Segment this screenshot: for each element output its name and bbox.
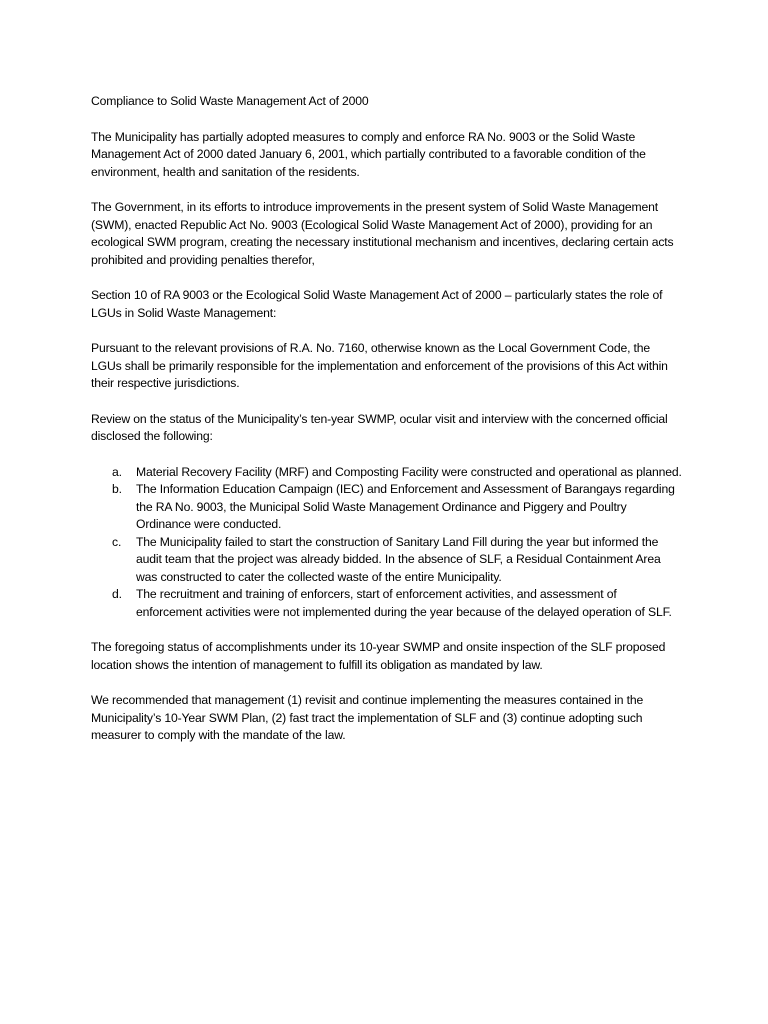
list-item xyxy=(112,464,683,482)
list-item xyxy=(112,481,683,534)
list-item xyxy=(112,586,683,621)
list-item-text: The Municipality failed to start the construction of Sanitary Land Fill during the year but informed the audit team that the project was already bidded. In the absence of SLF, a Residual Containment Area was constructed to cater the collected waste of the entire Municipality. xyxy=(136,534,661,584)
list-item-text: The recruitment and training of enforcers, start of enforcement activities, and assessment of enforcement activities were not implemented during the year because of the delayed operation of SLF. xyxy=(136,587,672,619)
document-title: Compliance to Solid Waste Management Act of 2000 xyxy=(91,94,369,108)
list-marker: c. xyxy=(112,534,122,549)
list-marker: a. xyxy=(112,464,122,479)
paragraph-section-10: Section 10 of RA 9003 or the Ecological Solid Waste Management Act of 2000 – particularly states the role of LGUs in Solid Waste Management: xyxy=(91,288,663,320)
list-item-text: The Information Education Campaign (IEC) and Enforcement and Assessment of Barangays regarding the RA No. 9003, the Municipal Solid Waste Management Ordinance and Piggery and Poultry Ordinance were conducted. xyxy=(136,482,675,531)
paragraph-foregoing: The foregoing status of accomplishments under its 10-year SWMP and onsite inspection of the SLF proposed location shows the intention of management to fulfill its obligation as mandated by law. xyxy=(91,640,666,672)
paragraph-pursuant: Pursuant to the relevant provisions of R.A. No. 7160, otherwise known as the Local Government Code, the LGUs shall be primarily responsible for the implementation and enforcement of the provisions of this Act within their respective jurisdictions. xyxy=(91,341,668,390)
paragraph-government: The Government, in its efforts to introduce improvements in the present system of Solid Waste Management (SWM), enacted Republic Act No. 9003 (Ecological Solid Waste Management Act of 2000), providing for an ecological SWM program, creating the necessary institutional mechanism and incentives, declaring certain acts prohibited and providing penalties therefor, xyxy=(91,200,674,267)
list-item-text: Material Recovery Facility (MRF) and Composting Facility were constructed and operational as planned. xyxy=(136,464,682,479)
list-item xyxy=(112,534,683,587)
list-marker: b. xyxy=(112,482,122,496)
paragraph-review: Review on the status of the Municipality’s ten-year SWMP, ocular visit and interview with the concerned official disclosed the following: xyxy=(91,411,668,443)
findings-list xyxy=(91,464,683,622)
document-page xyxy=(91,93,683,763)
paragraph-intro: The Municipality has partially adopted measures to comply and enforce RA No. 9003 or the Solid Waste Management Act of 2000 dated January 6, 2001, which partially contributed to a favorable condition of the environment, health and sanitation of the residents. xyxy=(91,129,646,179)
list-marker: d. xyxy=(112,587,122,601)
paragraph-recommendation: We recommended that management (1) revisit and continue implementing the measures contained in the Municipality’s 10-Year SWM Plan, (2) fast tract the implementation of SLF and (3) continue adopting such measurer to comply with the mandate of the law. xyxy=(91,693,644,742)
